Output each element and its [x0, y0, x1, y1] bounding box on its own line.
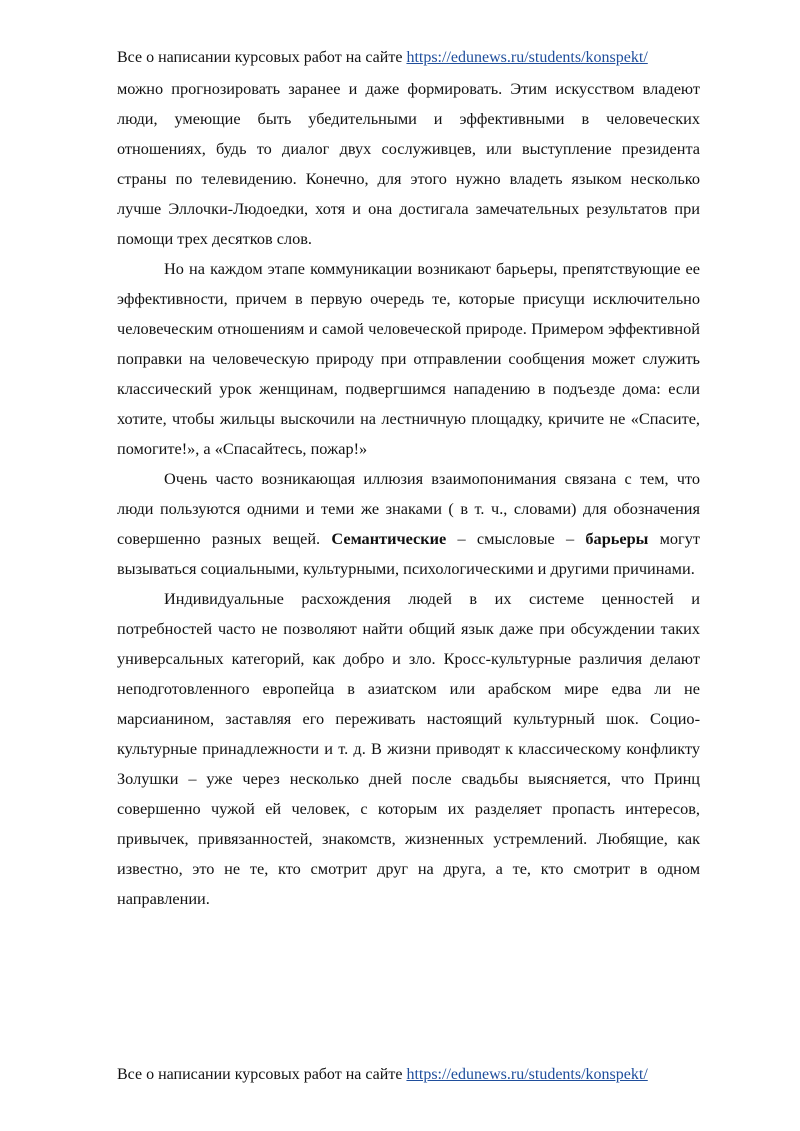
paragraph-2: Но на каждом этапе коммуникации возникают барьеры, препятствующие ее эффективности, причем в первую очередь те, которые присущи исключительно человеческим отношениям и самой человеческой природе. Примером эффективной поправки на человеческую природу при отправлении сообщения может служить классический урок женщинам, подвергшимся нападению в подъезде дома: если хотите, чтобы жильцы выскочили на лестничную площадку, кричите не «Спасите, помогите!», а «Спасайтесь, пожар!»	[117, 259, 700, 458]
paragraph-1: можно прогнозировать заранее и даже формировать. Этим искусством владеют люди, умеющие быть убедительными и эффективными в человеческих отношениях, будь то диалог двух сослуживцев, или выступление президента страны по телевидению. Конечно, для этого нужно владеть языком несколько лучше Эллочки-Людоедки, хотя и она достигала замечательных результатов при помощи трех десятков слов.	[117, 79, 700, 248]
header-text: Все о написании курсовых работ на сайте	[117, 49, 407, 66]
term-semantic: Семантические	[331, 529, 447, 548]
footer-site-link[interactable]: https://edunews.ru/students/konspekt/	[406, 1066, 648, 1083]
paragraph-3	[117, 464, 700, 584]
header-site-link[interactable]: https://edunews.ru/students/konspekt/	[406, 49, 648, 66]
page-header	[117, 48, 648, 68]
paragraph-3-text-after: могут вызываться социальными, культурными, психологическими и другими причинами.	[117, 529, 700, 578]
paragraph-3-text-middle: – смысловые –	[446, 529, 586, 548]
paragraph-3-text-before: Очень часто возникающая иллюзия взаимопонимания связана с тем, что люди пользуются одними и теми же знаками ( в т. ч., словами) для обозначения совершенно разных вещей.	[117, 469, 700, 548]
document-body	[117, 74, 700, 914]
paragraph-4: Индивидуальные расхождения людей в их системе ценностей и потребностей часто не позволяют найти общий язык даже при обсуждении таких универсальных категорий, как добро и зло. Кросс-культурные различия делают неподготовленного европейца в азиатском или арабском мире едва ли не марсианином, заставляя его переживать настоящий культурный шок. Социо-культурные принадлежности и т. д. В жизни приводят к классическому конфликту Золушки – уже через несколько дней после свадьбы выясняется, что Принц совершенно чужой ей человек, с которым их разделяет пропасть интересов, привычек, привязанностей, знакомств, жизненных устремлений. Любящие, как известно, это не те, кто смотрит друг на друга, а те, кто смотрит в одном направлении.	[117, 589, 700, 908]
page-footer	[117, 1065, 648, 1085]
footer-text: Все о написании курсовых работ на сайте	[117, 1066, 407, 1083]
term-barriers: барьеры	[585, 529, 649, 548]
